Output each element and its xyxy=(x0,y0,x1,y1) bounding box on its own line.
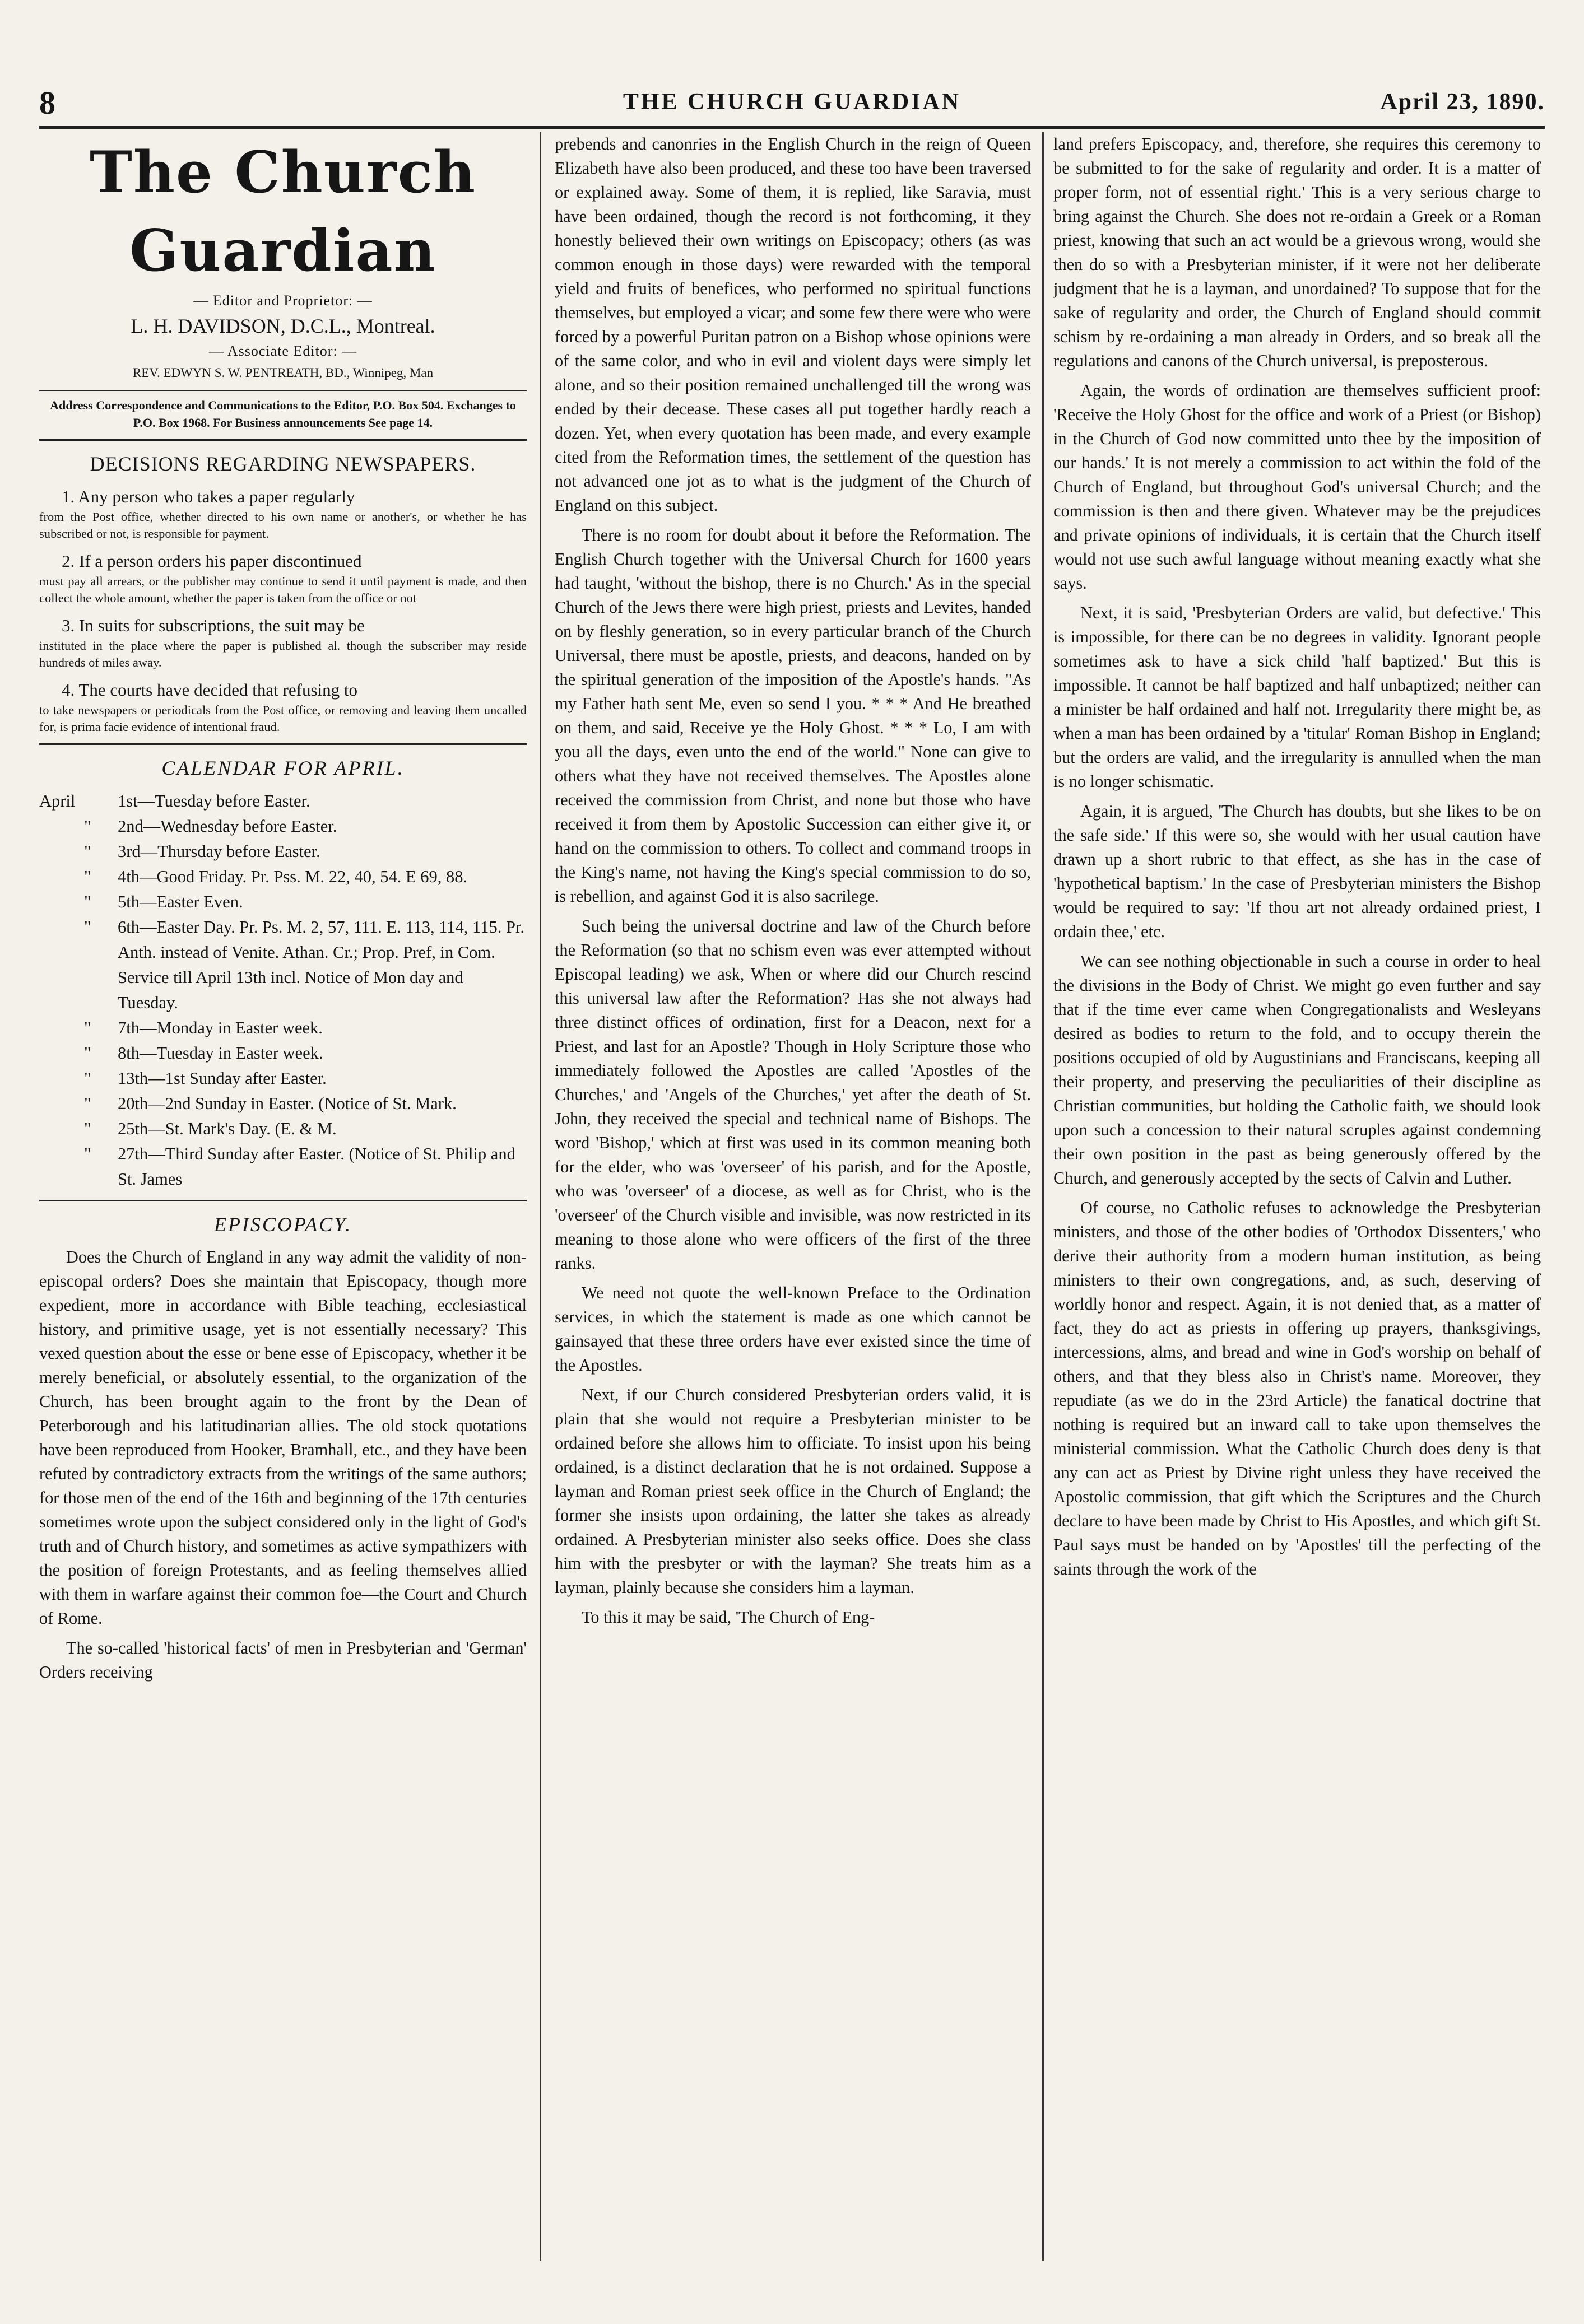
article-paragraph: Such being the universal doctrine and law of the Church before the Reformation (so that no schism even was ever attempted without Episcopal leading) we ask, When or where did our Church rescind this universal law after the Reformation? Has she not always had three distinct offices of ordination, first for a Deacon, next for a Priest, and last for an Apostle? Though in Holy Scripture those who immediately followed the Apostles are called 'Apostles of the Churches,' and 'Angels of the Churches,' yet after the death of St. John, they received the special and technical name of Bishops. The word 'Bishop,' which at first was used in its common meaning both for the elder, who was 'overseer' of his parish, and for the Apostle, who was 'overseer' of a diocese, as well as for Christ, who is the 'overseer' of the Church visible and invisible, was now restricted in its meaning to those alone who were officers of the first of the three ranks. xyxy=(555,916,1031,1273)
calendar-row xyxy=(39,915,527,1016)
article-paragraph: Next, if our Church considered Presbyterian orders valid, it is plain that she would not require a Presbyterian minister to be ordained before she allows him to officiate. To insist upon his being ordained, is a distinct declaration that he is not ordained. Suppose a layman and Roman priest seek office in the Church of England; the former she insists upon ordaining, the latter she takes as already ordained. A Presbyterian minister also seeks office. Does she class him with the presbyter or with the layman? She treats him as a layman, plainly because she considers him a layman. xyxy=(555,1385,1031,1597)
decision-lead: 1. Any person who takes a paper regularly xyxy=(62,487,355,506)
calendar-row xyxy=(39,1116,527,1142)
ditto-mark: " xyxy=(84,1069,91,1088)
calendar-month xyxy=(39,1116,78,1142)
calendar-row xyxy=(39,864,527,889)
divider xyxy=(39,439,527,441)
running-title: THE CHURCH GUARDIAN xyxy=(623,89,961,115)
associate-editor-name: REV. EDWYN S. W. PENTREATH, BD., Winnipeg, Man xyxy=(132,366,434,380)
calendar-row xyxy=(39,814,527,839)
ditto-mark: " xyxy=(84,918,91,937)
calendar-row xyxy=(39,889,527,915)
calendar-entry: 5th—Easter Even. xyxy=(118,892,243,911)
calendar-month xyxy=(39,1091,78,1116)
article-paragraph: Of course, no Catholic refuses to acknowledge the Presbyterian ministers, and those of the other bodies of 'Orthodox Dissenters,' who derive their authority from a modern human institution, as being ministers to their own congregations, and, as such, deserving of worldly honor and respect. Again, it is not denied that, as a matter of fact, they do act as priests in offering up prayers, thanksgivings, intercessions, alms, and bread and wine in God's worship on behalf of others, and that they bless also in Christ's name. Moreover, they repudiate (as we do in the 23rd Article) the fanatical doctrine that nothing is required but an inward call to take upon themselves the ministerial commission. What the Catholic Church does deny is that any can act as Priest by Divine right unless they have received the Apostolic commission, that gift which the Scriptures and the Church declare to have been made by Christ to His Apostles, and which gift St. Paul says must be handed on by 'Apostles' till the perfecting of the saints through the work of the xyxy=(1053,1198,1541,1578)
editor-name: L. H. DAVIDSON, D.C.L., Montreal. xyxy=(131,315,435,337)
calendar-entry: 13th—1st Sunday after Easter. xyxy=(118,1069,327,1088)
divider xyxy=(39,1200,527,1201)
calendar-entry: 8th—Tuesday in Easter week. xyxy=(118,1044,323,1063)
calendar-month xyxy=(39,864,78,889)
ditto-mark: " xyxy=(84,842,91,861)
decision-lead: 2. If a person orders his paper discontinued xyxy=(62,551,362,571)
article-paragraph: Does the Church of England in any way admit the validity of non-episcopal orders? Does she maintain that Episcopacy, though more expedient, more in accordance with Bible teaching, ecclesiastical history, and primitive usage, yet is not essentially necessary? This vexed question about the esse or bene esse of Episcopacy, whether it be merely beneficial, or absolutely essential, to the organization of the Church, has been brought again to the front by the Dean of Peterborough and his latitudinarian allies. The old stock quotations have been reproduced from Hooker, Bramhall, etc., and they have been refuted by contradictory extracts from the writings of the same authors; for those men of the end of the 16th and beginning of the 17th centuries sometimes wrote upon the subject considered only in the light of God's truth and of Church history, and sometimes as active sympathizers with the position of foreign Protestants, and as feeling themselves allied with them in warfare against their common foe—the Court and Church of Rome. xyxy=(39,1247,527,1628)
column-left xyxy=(39,132,527,2261)
calendar-row xyxy=(39,789,527,814)
decision-text: instituted in the place where the paper is published al. though the subscriber may reside hundreds of miles away. xyxy=(39,639,527,669)
divider xyxy=(39,390,527,391)
calendar-entry: 25th—St. Mark's Day. (E. & M. xyxy=(118,1119,337,1138)
calendar-entry: 7th—Monday in Easter week. xyxy=(118,1018,323,1037)
decision-text: must pay all arrears, or the publisher may continue to send it until payment is made, and then collect the whole amount, whether the paper is taken from the office or not xyxy=(39,574,527,605)
calendar-entry: 1st—Tuesday before Easter. xyxy=(118,791,310,811)
ditto-mark: " xyxy=(84,1094,91,1113)
column-rule xyxy=(1042,132,1044,2261)
calendar-row xyxy=(39,1016,527,1041)
calendar-entry: 6th—Easter Day. Pr. Ps. M. 2, 57, 111. E. 113, 114, 115. Pr. Anth. instead of Venite. Athan. Cr.; Prop. Pref, in Com. Service till April 13th incl. Notice of Mon day and Tuesday. xyxy=(118,918,525,1012)
masthead-title: The Church Guardian xyxy=(90,139,476,285)
calendar-month xyxy=(39,814,78,839)
calendar-month xyxy=(39,1016,78,1041)
associate-editor-label: — Associate Editor: — xyxy=(208,343,357,359)
decision-text: from the Post office, whether directed to his own name or another's, or whether he has subscribed or not, is responsible for payment. xyxy=(39,510,527,541)
article-paragraph: We can see nothing objectionable in such a course in order to heal the divisions in the Body of Christ. We might go even further and say that if the time ever came when Congregationalists and Wesleyans desired as bodies to return to the fold, and to occupy therein the positions occupied of old by Augustinians and Franciscans, keeping all their property, and preserving the peculiarities of their discipline as Christian communities, but holding the Catholic faith, we should look upon such a concession to their natural scruples against condemning their own position in the past as being generously offered by the Church, and generously accepted by the sects of Calvin and Luther. xyxy=(1053,952,1541,1187)
decision-item xyxy=(39,678,527,735)
calendar-entry: 3rd—Thursday before Easter. xyxy=(118,842,320,861)
calendar-heading: CALENDAR FOR APRIL. xyxy=(161,757,405,779)
calendar-entry: 20th—2nd Sunday in Easter. (Notice of St. Mark. xyxy=(118,1094,457,1113)
calendar-month: April xyxy=(39,791,76,811)
article-paragraph: Again, the words of ordination are themselves sufficient proof: 'Receive the Holy Ghost for the office and work of a Priest (or Bishop) in the Church of God now committed unto thee by the imposition of our hands.' It is not merely a commission to act within the fold of the Church of England, but throughout God's universal Church; and the commission is then and there given. Whatever may be the prejudices and private opinions of individuals, it is certain that the Church itself would not use such awful language without meaning exactly what she says. xyxy=(1053,381,1541,593)
decision-lead: 3. In suits for subscriptions, the suit may be xyxy=(62,616,365,635)
divider xyxy=(39,743,527,745)
decision-item xyxy=(39,549,527,607)
article-text-col2 xyxy=(555,132,1031,1629)
column-right xyxy=(1053,132,1541,2261)
calendar-list xyxy=(39,789,527,1192)
calendar-entry: 4th—Good Friday. Pr. Pss. M. 22, 40, 54. E 69, 88. xyxy=(118,867,468,886)
editor-label: — Editor and Proprietor: — xyxy=(193,292,373,309)
calendar-row xyxy=(39,1041,527,1066)
issue-date: April 23, 1890. xyxy=(1380,89,1545,115)
page-number: 8 xyxy=(39,85,55,121)
article-paragraph: We need not quote the well-known Preface to the Ordination services, in which the statement is made as one which cannot be gainsayed that these three orders have ever existed since the time of the Apostles. xyxy=(555,1283,1031,1375)
calendar-entry: 2nd—Wednesday before Easter. xyxy=(118,817,337,836)
decision-item xyxy=(39,613,527,671)
decisions-list xyxy=(39,485,527,735)
column-middle xyxy=(555,132,1031,2261)
calendar-row xyxy=(39,839,527,864)
article-paragraph: prebends and canonries in the English Church in the reign of Queen Elizabeth have also been produced, and these too have been traversed or explained away. Some of them, it is replied, like Saravia, must have been ordained, though the record is not forthcoming, it they honestly believed their own writings on Episcopacy; others (as was common enough in those days) were rewarded with the temporal yield and fruits of benefices, who performed no spiritual functions themselves, but employed a vicar; and some few there were who were forced by a powerful Puritan patron on a Bishop whose opinions were of the same color, and who in evil and violent days were simply let alone, and so their position remained unchallenged till the wrong was ended by their decease. These cases all put together hardly reach a dozen. Yet, when every quotation has been made, and every example cited from the Reformation times, the settlement of the question has not advanced one jot as to what is the judgment of the Church of England on this subject. xyxy=(555,134,1031,515)
article-text-col1 xyxy=(39,1245,527,1684)
ditto-mark: " xyxy=(84,1018,91,1037)
calendar-row xyxy=(39,1066,527,1091)
ditto-mark: " xyxy=(84,1044,91,1063)
ditto-mark xyxy=(78,789,118,814)
calendar-month xyxy=(39,1041,78,1066)
ditto-mark: " xyxy=(84,1119,91,1138)
article-paragraph: land prefers Episcopacy, and, therefore, she requires this ceremony to be submitted to for the sake of regularity and order. It is a matter of proper form, not of essential right.' This is a very serious charge to bring against the Church. She does not re-ordain a Greek or a Roman priest, knowing that such an act would be a grievous wrong, would she then do so with a Presbyterian minister, if it were not her deliberate judgment that he is a layman, and unordained? To suppose that for the sake of regularity and order, the Church of England should commit schism by re-ordaining a man already in Orders, and so break all the regulations and canons of the Church universal, is preposterous. xyxy=(1053,134,1541,370)
article-paragraph: The so-called 'historical facts' of men in Presbyterian and 'German' Orders receiving xyxy=(39,1638,527,1682)
ditto-mark: " xyxy=(84,892,91,911)
article-paragraph: There is no room for doubt about it before the Reformation. The English Church together with the Universal Church for 1600 years had taught, 'without the bishop, there is no Church.' As in the special Church of the Jews there were high priest, priests and Levites, handed on by fleshly generation, so in every particular branch of the Church Universal, there must be apostle, priests, and deacons, handed on by the spiritual generation of the imposition of the Apostle's hands. "As my Father hath sent Me, even so send I you. * * * And He breathed on them, and said, Receive ye the Holy Ghost. * * * Lo, I am with you all the days, even unto the end of the world." None can give to others what they have not received themselves. The Apostles alone received the commission from Christ, and none but those who have received it from them by Apostolic Succession can either give it, or hand on the commission to others. To collect and command troops in the King's name, not having the King's special commission to do so, is rebellion, and against God it is also sacrilege. xyxy=(555,525,1031,906)
decision-item xyxy=(39,485,527,542)
calendar-month xyxy=(39,889,78,915)
episcopacy-heading: EPISCOPACY. xyxy=(213,1213,352,1236)
calendar-month xyxy=(39,839,78,864)
decisions-heading: DECISIONS REGARDING NEWSPAPERS. xyxy=(90,453,476,475)
calendar-entry: 27th—Third Sunday after Easter. (Notice of St. Philip and St. James xyxy=(118,1144,515,1189)
ditto-mark: " xyxy=(84,1144,91,1163)
decision-lead: 4. The courts have decided that refusing to xyxy=(62,680,357,700)
calendar-month xyxy=(39,915,78,1016)
article-paragraph: Next, it is said, 'Presbyterian Orders are valid, but defective.' This is impossible, for there can be no degrees in validity. Ignorant people sometimes ask to have a sick child 'half baptized.' But this is impossible. It cannot be half baptized and half unbaptized; neither can a minister be half ordained and half not. Irregularity there might be, as when a man has been ordained by a 'titular' Roman Bishop in England; but the orders are valid, and the irregularity is annulled when the man is no longer schismatic. xyxy=(1053,603,1541,791)
correspondence-address: Address Correspondence and Communications to the Editor, P.O. Box 504. Exchanges to P.O. Box 1968. For Business announcements See page 14. xyxy=(50,398,516,430)
article-paragraph: To this it may be said, 'The Church of Eng- xyxy=(582,1608,875,1627)
decision-text: to take newspapers or periodicals from the Post office, or removing and leaving them uncalled for, is prima facie evidence of intentional fraud. xyxy=(39,703,527,734)
calendar-month xyxy=(39,1142,78,1192)
calendar-row xyxy=(39,1091,527,1116)
ditto-mark: " xyxy=(84,817,91,836)
article-text-col3 xyxy=(1053,132,1541,1581)
running-header xyxy=(39,84,1545,129)
column-rule xyxy=(540,132,541,2261)
calendar-row xyxy=(39,1142,527,1192)
ditto-mark: " xyxy=(84,867,91,886)
article-paragraph: Again, it is argued, 'The Church has doubts, but she likes to be on the safe side.' If this were so, she would with her usual caution have drawn up a short rubric to that effect, as she has in the case of 'hypothetical baptism.' In the case of Presbyterian ministers the Bishop would be required to say: 'If thou art not already ordained priest, I ordain thee,' etc. xyxy=(1053,802,1541,941)
calendar-month xyxy=(39,1066,78,1091)
header-rule xyxy=(39,126,1545,129)
